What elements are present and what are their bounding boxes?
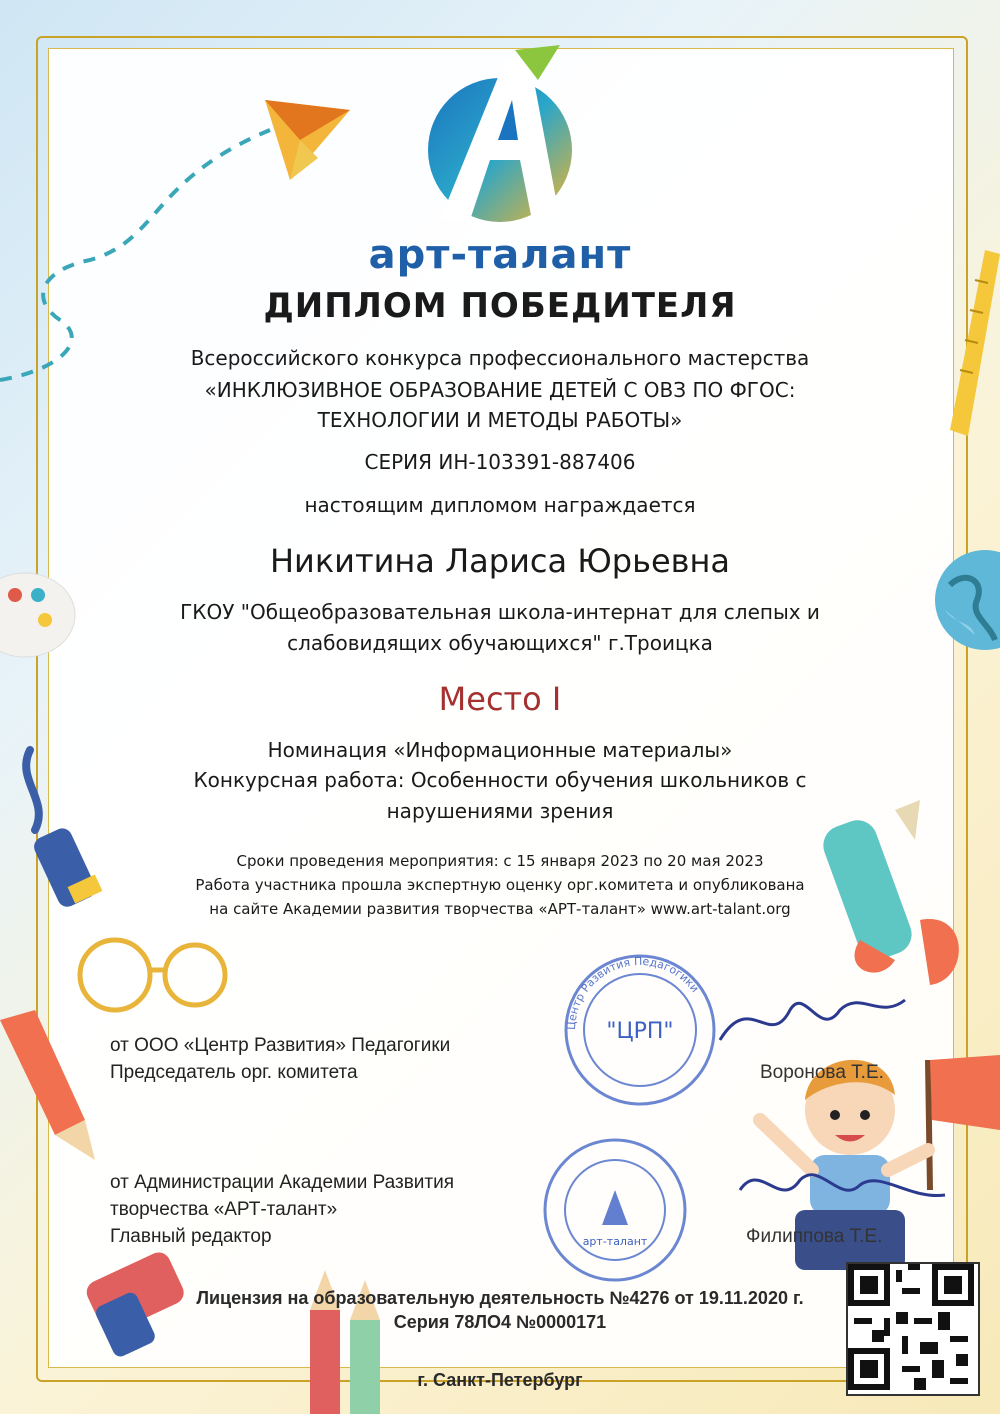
glasses-icon [70, 930, 230, 1020]
license-series: Серия 78ЛО4 №0000171 [393, 1312, 607, 1332]
nomination: Номинация «Информационные материалы» [267, 738, 733, 762]
stamp2-center-text: арт-талант [582, 1235, 648, 1248]
stamp-crp [560, 950, 720, 1110]
signer1-line-2: Председатель орг. комитета [110, 1062, 358, 1083]
pencil-icon [0, 1010, 100, 1160]
review-line-1: Работа участника прошла экспертную оценку орг.комитета и опубликована [195, 876, 805, 894]
signature-voronova [710, 980, 910, 1060]
qr-code-icon [848, 1264, 974, 1390]
rocket-icon [820, 800, 980, 990]
recipient-name: Никитина Лариса Юрьевна [269, 542, 731, 580]
city: г. Санкт-Петербург [417, 1370, 583, 1390]
art-talant-logo [420, 40, 580, 230]
signer2-line-3: Главный редактор [110, 1226, 272, 1247]
stamp-center-text: "ЦРП" [606, 1019, 674, 1044]
series-number: СЕРИЯ ИН-103391-887406 [364, 450, 636, 474]
signer2-name: Филиппова Т.Е. [746, 1226, 883, 1247]
event-dates: Сроки проведения мероприятия: с 15 января 2023 по 20 мая 2023 [236, 852, 764, 870]
org-line-2: слабовидящих обучающихся" г.Троицка [287, 631, 713, 655]
qr-code[interactable] [846, 1262, 980, 1396]
org-line-1: ГКОУ "Общеобразовательная школа-интернат для слепых и [180, 600, 820, 624]
awarded-text: настоящим дипломом награждается [304, 493, 696, 517]
signer2-line-1: от Администрации Академии Развития [110, 1172, 455, 1193]
brand-wordmark: арт-талант [368, 232, 632, 278]
license-line: Лицензия на образовательную деятельность №4276 от 19.11.2020 г. [196, 1288, 804, 1308]
diploma-title: ДИПЛОМ ПОБЕДИТЕЛЯ [263, 286, 737, 326]
contest-line-1: Всероссийского конкурса профессионального мастерства [190, 346, 810, 370]
review-line-2: на сайте Академии развития творчества «АРТ-талант» www.art-talant.org [209, 900, 791, 918]
place-award: Место I [438, 680, 562, 718]
stamp-ring-text: Центр Развития Педагогики [564, 954, 702, 1031]
contest-line-2: «ИНКЛЮЗИВНОЕ ОБРАЗОВАНИЕ ДЕТЕЙ С ОВЗ ПО ФГОС: [204, 378, 796, 402]
signer1-name: Воронова Т.Е. [760, 1062, 884, 1083]
signer1-line-1: от ООО «Центр Развития» Педагогики [110, 1035, 451, 1056]
contest-line-3: ТЕХНОЛОГИИ И МЕТОДЫ РАБОТЫ» [317, 408, 683, 432]
paper-plane-icon [0, 70, 360, 390]
signer2-line-2: творчества «АРТ-талант» [110, 1199, 338, 1220]
signature-filippova [730, 1150, 950, 1230]
stamp-art-talant [540, 1135, 690, 1285]
work-line-1: Конкурсная работа: Особенности обучения школьников с [193, 768, 807, 792]
work-line-2: нарушениями зрения [386, 799, 614, 823]
